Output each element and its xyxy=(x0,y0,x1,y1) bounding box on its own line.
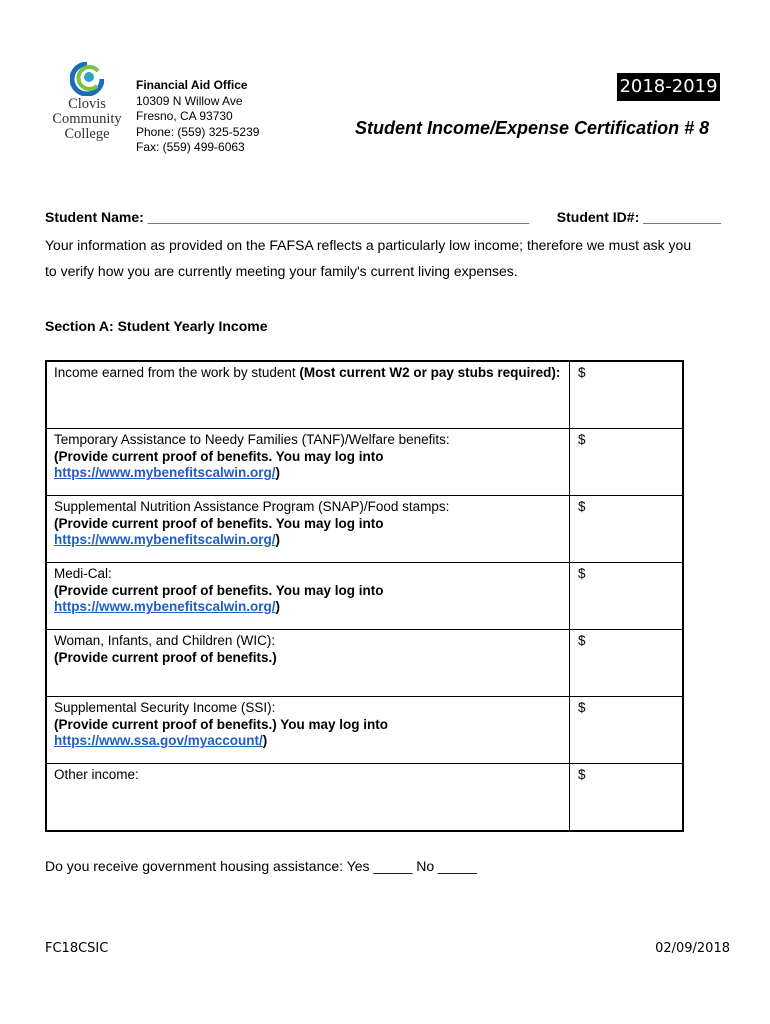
intro-line-1: Your information as provided on the FAFSA reflects a particularly low income; therefore we must ask you xyxy=(45,237,692,253)
proof-instructions: (Most current W2 or pay stubs required): xyxy=(299,365,561,380)
currency-symbol: $ xyxy=(578,499,586,514)
student-name-field[interactable]: Student Name: _________________________________________________ xyxy=(45,209,530,225)
student-info-line xyxy=(45,209,725,225)
office-info xyxy=(136,78,259,156)
income-source-label: Medi-Cal: xyxy=(54,566,112,581)
income-source-cell xyxy=(46,697,570,764)
document-title: Student Income/Expense Certification # 8 xyxy=(355,118,710,138)
benefits-link[interactable]: https://www.mybenefitscalwin.org/ xyxy=(54,599,276,614)
income-row xyxy=(46,697,683,764)
closing-paren: ) xyxy=(262,733,268,748)
student-id-field[interactable]: Student ID#: __________ xyxy=(556,209,721,225)
office-address-2: Fresno, CA 93730 xyxy=(136,109,233,123)
closing-paren: ) xyxy=(275,532,281,547)
income-source-cell xyxy=(46,630,570,697)
income-source-cell xyxy=(46,496,570,563)
benefits-link[interactable]: https://www.mybenefitscalwin.org/ xyxy=(54,465,276,480)
income-amount-field[interactable] xyxy=(570,764,684,832)
proof-instructions: (Provide current proof of benefits.) You may log into xyxy=(54,716,389,732)
income-source-cell xyxy=(46,429,570,496)
income-amount-field[interactable] xyxy=(570,429,684,496)
income-amount-field[interactable] xyxy=(570,697,684,764)
intro-paragraph xyxy=(45,232,735,284)
income-source-label: Temporary Assistance to Needy Families (TANF)/Welfare benefits: xyxy=(54,432,450,447)
income-row xyxy=(46,429,683,496)
income-source-cell xyxy=(46,563,570,630)
closing-paren: ) xyxy=(275,599,281,614)
benefits-link[interactable]: https://www.ssa.gov/myaccount/ xyxy=(54,733,263,748)
proof-instructions: (Provide current proof of benefits.) xyxy=(54,649,277,665)
income-row xyxy=(46,764,683,832)
income-source-label: Supplemental Security Income (SSI): xyxy=(54,700,276,715)
income-row xyxy=(46,496,683,563)
proof-instructions: (Provide current proof of benefits. You may log into xyxy=(54,582,384,598)
currency-symbol: $ xyxy=(578,767,586,782)
proof-instructions: (Provide current proof of benefits. You may log into xyxy=(54,515,384,531)
currency-symbol: $ xyxy=(578,566,586,581)
year-badge: 2018-2019 xyxy=(617,73,720,101)
form-code: FC18CSIC xyxy=(45,941,109,956)
office-address-1: 10309 N Willow Ave xyxy=(136,93,243,108)
income-amount-field[interactable] xyxy=(570,630,684,697)
office-name: Financial Aid Office xyxy=(136,78,248,92)
college-logo xyxy=(46,62,128,158)
income-row xyxy=(46,563,683,630)
currency-symbol: $ xyxy=(578,700,586,715)
closing-paren: ) xyxy=(275,465,281,480)
benefits-link[interactable]: https://www.mybenefitscalwin.org/ xyxy=(54,532,276,547)
currency-symbol: $ xyxy=(578,633,586,648)
income-source-label: Other income: xyxy=(54,767,139,782)
income-amount-field[interactable] xyxy=(570,361,684,429)
income-source-label: Woman, Infants, and Children (WIC): xyxy=(54,633,276,648)
form-date: 02/09/2018 xyxy=(655,941,730,956)
logo-line-3: College xyxy=(64,126,110,142)
currency-symbol: $ xyxy=(578,432,586,447)
income-row xyxy=(46,361,683,429)
housing-question[interactable]: Do you receive government housing assistance: Yes _____ No _____ xyxy=(45,858,477,874)
section-a-title: Section A: Student Yearly Income xyxy=(45,318,268,334)
income-source-label: Income earned from the work by student xyxy=(54,365,300,380)
logo-line-2: Community xyxy=(52,111,122,127)
logo-line-1: Clovis xyxy=(68,96,106,112)
income-source-label: Supplemental Nutrition Assistance Program (SNAP)/Food stamps: xyxy=(54,499,450,514)
college-logo-icon xyxy=(70,62,104,96)
income-amount-field[interactable] xyxy=(570,563,684,630)
office-phone: Phone: (559) 325-5239 xyxy=(136,124,260,139)
currency-symbol: $ xyxy=(578,365,586,380)
intro-line-2: to verify how you are currently meeting your family's current living expenses. xyxy=(45,263,518,279)
income-row xyxy=(46,630,683,697)
proof-instructions: (Provide current proof of benefits. You may log into xyxy=(54,448,384,464)
income-source-cell xyxy=(46,764,570,832)
office-fax: Fax: (559) 499-6063 xyxy=(136,140,245,154)
income-amount-field[interactable] xyxy=(570,496,684,563)
income-table xyxy=(45,360,684,832)
income-source-cell xyxy=(46,361,570,429)
